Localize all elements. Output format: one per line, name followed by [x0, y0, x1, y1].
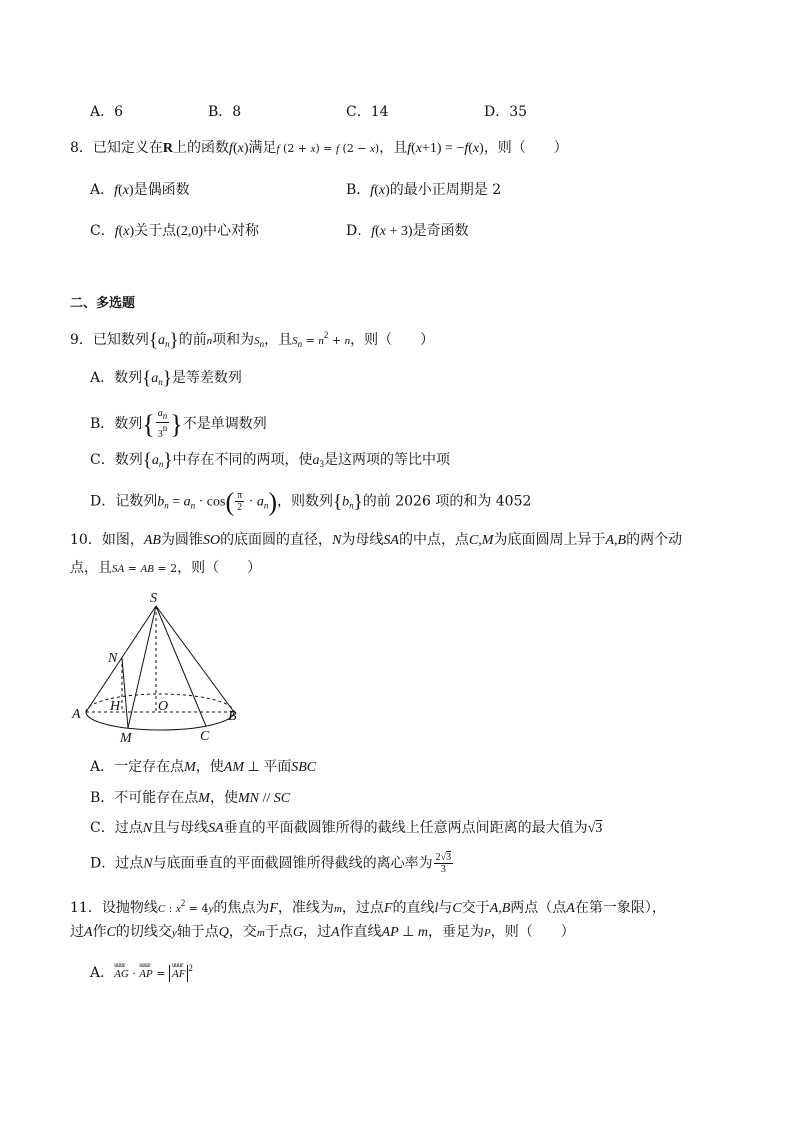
section-title: 二、多选题 [70, 296, 136, 311]
label-m: M [120, 731, 132, 746]
q8-math-symmetry: f (2 + x) = f (2 − x) [276, 142, 380, 155]
cone-edge-sa [86, 606, 156, 712]
q10-stem-line2: 点，且SA = AB = 2，则（ ） [70, 560, 262, 576]
q8-stem: 8．已知定义在R上的函数f(x)满足f (2 + x) = f (2 − x)，且f(x+1) = −f(x)，则（ ） [70, 140, 568, 156]
q9-option-d: D．记数列$b_n = a_n \cdot \cos$( $\frac{\pi}{2}$ · $a_n$)，则数列$\{b_n\}$的前 2026 项的和为 4052 [90, 487, 532, 517]
cone-figure [70, 588, 250, 748]
q10-number: 10． [70, 532, 102, 548]
label-s: S [150, 591, 157, 606]
q9-option-b: B．数列{ $\frac{an}{3n}$ }不是单调数列 [90, 408, 267, 440]
q8-option-d: D．f(x + 3)是奇函数 [346, 223, 469, 239]
q9-option-a: A．数列$\{a_n\}$是等差数列 [90, 368, 242, 389]
q11-option-a: A．uuur AG · uuur AP = uuur AF $^2$ [90, 958, 193, 984]
label-b: B [228, 709, 237, 724]
q10-option-c: C．过点N且与母线SA垂直的平面截圆锥所得的截线上任意两点间距离的最大值为√3 [90, 820, 603, 836]
q8-option-a: A．f(x)是偶函数 [90, 182, 190, 198]
cone-base-front-arc [86, 712, 234, 730]
label-n: N [108, 651, 118, 666]
q10-option-a: A．一定存在点M，使AM ⊥ 平面SBC [90, 759, 317, 775]
q10-stem-line1: 10．如图，AB为圆锥SO的底面圆的直径，N为母线SA的中点，点C,M为底面圆周上异于A,B的两个动 [70, 532, 683, 548]
cone-edge-sm [128, 606, 156, 728]
q8-number: 8． [70, 140, 93, 156]
q8-math-antiperiod: f(x+1) = −f(x) [407, 141, 484, 156]
q9-number: 9． [70, 332, 93, 348]
q9-option-c: C．数列$\{a_n\}$中存在不同的两项，使$a_3$是这两项的等比中项 [90, 450, 450, 471]
cone-segment-nm [122, 658, 128, 728]
label-h: H [110, 699, 121, 714]
q7-option-d: D．35 [484, 104, 528, 120]
cone-edge-sb [156, 606, 234, 712]
label-c: C [200, 729, 210, 744]
q9-stem: 9．已知数列$\{a_n\}$的前n项和为$S_n$，且$S_n = n^2 + n$，则（ ） [70, 330, 435, 351]
q8-option-c: C．f(x)关于点(2,0)中心对称 [90, 223, 259, 239]
q10-option-b: B．不可能存在点M，使MN // SC [90, 790, 291, 806]
q11-number: 11． [70, 900, 102, 916]
label-a: A [72, 707, 81, 722]
q11-stem-line1: 11．设抛物线C : $x^2 = 4y$的焦点为F，准线为m，过点F的直线l与C交于A,B两点（点A在第一象限）， [70, 898, 666, 916]
q10-option-d: D．过点N与底面垂直的平面截圆锥所得截线的离心率为 $\frac{2√3}{3}$ [90, 852, 452, 875]
q7-option-c: C．14 [346, 104, 389, 120]
q8-option-b: B．f(x)的最小正周期是 2 [346, 182, 502, 198]
q8-math-fx: f [229, 141, 233, 156]
q11-stem-line2: 过A作C的切线交y轴于点Q，交m于点G，过A作直线AP ⊥ m，垂足为P，则（ ） [70, 924, 575, 940]
q7-option-b: B．8 [208, 104, 242, 120]
label-o: O [158, 699, 169, 714]
q7-option-a: A．6 [90, 104, 124, 120]
